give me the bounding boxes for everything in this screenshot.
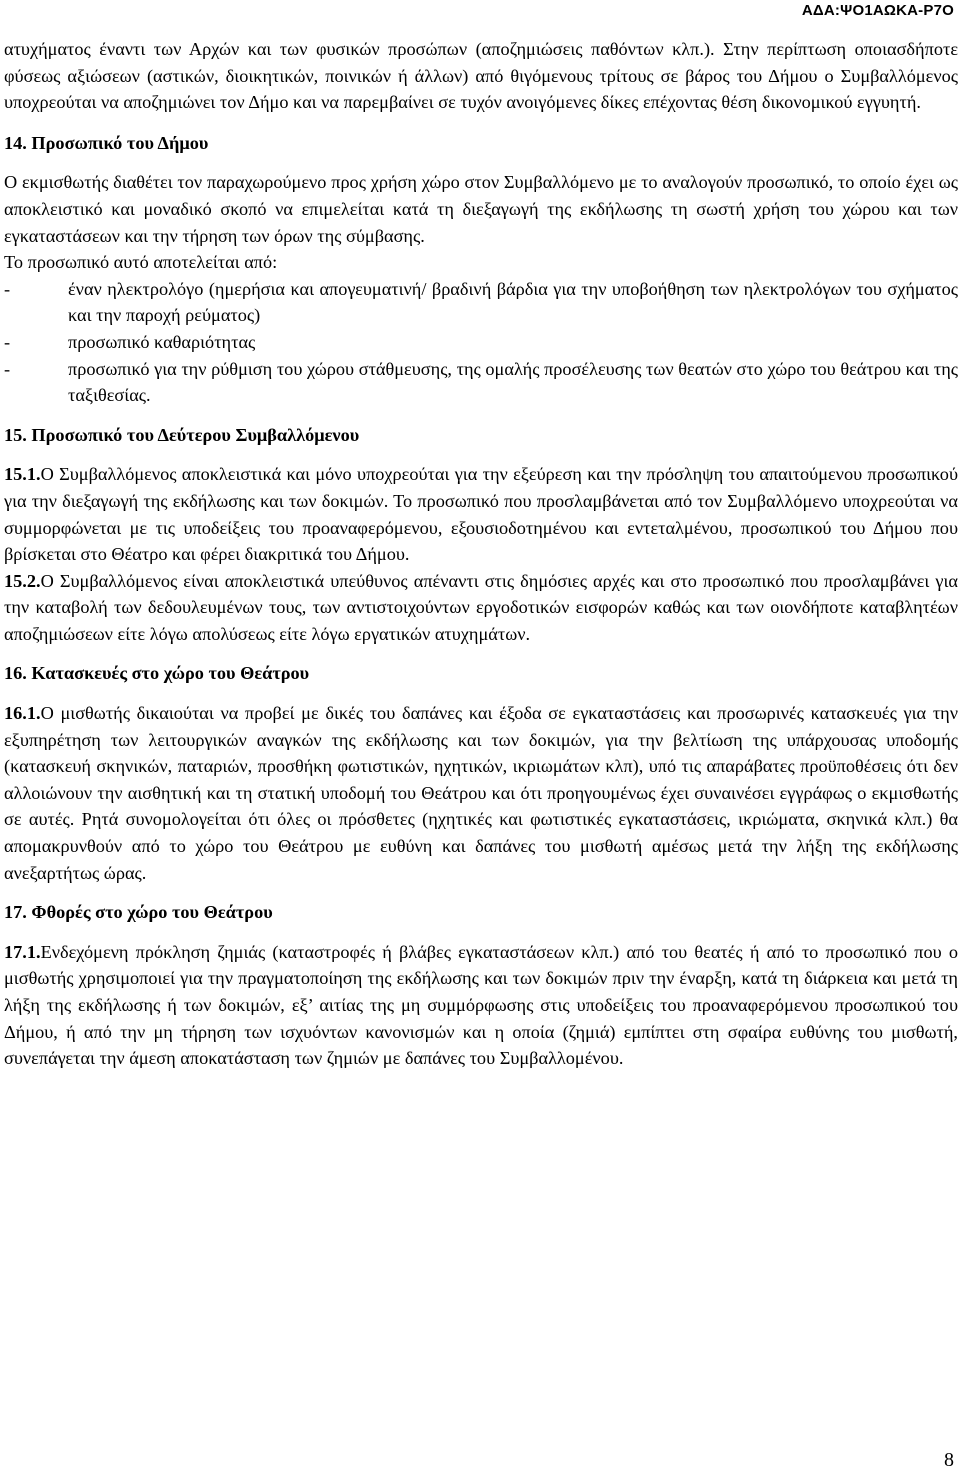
list-item bbox=[4, 329, 958, 356]
document-body bbox=[4, 36, 958, 1072]
section-17-1-number: 17.1. bbox=[4, 941, 41, 962]
section-14-paragraph-1: Ο εκμισθωτής διαθέτει τον παραχωρούμενο προς χρήση χώρο στον Συμβαλλόμενο με το αναλογούν προσωπικό, το οποίο έχει ως αποκλειστικό και μοναδικό σκοπό να επιμελείται κατά τη διεξαγωγή της εκδήλωσης τη σωστή χρήση του χώρου και των εγκαταστάσεων και την τήρηση των όρων της σύμβασης. bbox=[4, 172, 958, 246]
section-16-title: 16. Κατασκευές στο χώρο του Θεάτρου bbox=[4, 663, 310, 684]
section-14-title: 14. Προσωπικό του Δήμου bbox=[4, 132, 209, 153]
section-15-2-paragraph bbox=[4, 568, 958, 648]
list-dash: - bbox=[4, 331, 11, 352]
section-17-1-paragraph bbox=[4, 939, 958, 1072]
intro-paragraph: ατυχήματος έναντι των Αρχών και των φυσικών προσώπων (αποζημιώσεις παθόντων κλπ.). Στην περίπτωση οποιασδήποτε φύσεως αξιώσεων (αστικών, διοικητικών, ποινικών ή άλλων) από θιγόμενους τρίτους σε βάρος του Δήμου ο Συμβαλλόμενος υποχρεούται να αποζημιώνει τον Δήμο και να παρεμβαίνει σε τυχόν ανοιγόμενες δίκες επέχοντας θέση δικονομικού εγγυητή. bbox=[4, 39, 958, 113]
section-15-1-number: 15.1. bbox=[4, 464, 41, 485]
ada-code: ΑΔΑ:ΨΟ1ΑΩΚΑ-Ρ7Ο bbox=[801, 2, 954, 19]
list-item bbox=[4, 276, 958, 329]
section-15-1-text: Ο Συμβαλλόμενος αποκλειστικά και μόνο υποχρεούται για την εξεύρεση και την πρόσληψη του απαιτούμενου προσωπικού για την διεξαγωγή της εκδήλωσης και των δοκιμών. Το προσωπικό που προσλαμβάνεται από τον Συμβαλλόμενο υποχρεούται να συμμορφώνεται με τις υποδείξεις του προαναφερόμενου, εξουσιοδοτημένου και εντεταλμένου, προσωπικού του Δήμου που βρίσκεται στο Θέατρο και φέρει διακριτικά του Δήμου. bbox=[4, 464, 958, 565]
list-item-text: έναν ηλεκτρολόγο (ημερήσια και απογευματινή/ βραδινή βάρδια για την υποβοήθηση των ηλεκτρολόγων του σχήματος και την παροχή ρεύματος) bbox=[68, 278, 958, 326]
staff-list bbox=[4, 276, 958, 409]
section-14-paragraph-2: Το προσωπικό αυτό αποτελείται από: bbox=[4, 252, 278, 273]
section-15-2-number: 15.2. bbox=[4, 570, 41, 591]
section-17-1-text: Ενδεχόμενη πρόκληση ζημιάς (καταστροφές ή βλάβες εγκαταστάσεων κλπ.) από του θεατές ή από το προσωπικό που ο μισθωτής χρησιμοποιεί για την πραγματοποίηση της εκδήλωσης και των δοκιμών πριν την έναρξη, κατά τη διάρκεια και μετά τη λήξη της εκδήλωσης ή των δοκιμών, εξ’ αιτίας της μη συμμόρφωσης στις υποδείξεις του προαναφερόμενου προσωπικού του Δήμου, ή από την μη τήρηση των ισχυόντων κανονισμών και η οποία (ζημιά) εμπίπτει στη σφαίρα ευθύνης του μισθωτή, συνεπάγεται την άμεση αποκατάσταση των ζημιών με δαπάνες του Συμβαλλομένου. bbox=[4, 941, 958, 1069]
list-dash: - bbox=[4, 278, 11, 299]
section-17-title: 17. Φθορές στο χώρο του Θεάτρου bbox=[4, 902, 273, 923]
list-dash: - bbox=[4, 358, 11, 379]
section-15-1-paragraph bbox=[4, 461, 958, 567]
list-item bbox=[4, 356, 958, 409]
list-item-text: προσωπικό καθαριότητας bbox=[68, 331, 256, 352]
section-16-1-number: 16.1. bbox=[4, 703, 41, 724]
section-15-title: 15. Προσωπικό του Δεύτερου Συμβαλλόμενου bbox=[4, 424, 360, 445]
section-16-1-text: Ο μισθωτής δικαιούται να προβεί με δικές του δαπάνες και έξοδα σε εγκαταστάσεις και προσωρινές κατασκευές για την εξυπηρέτηση των λειτουργικών αναγκών της εκδήλωσης και των δοκιμών, για την βελτίωση της υπάρχουσας υποδομής (κατασκευή σκηνικών, παταριών, προσθήκη φωτιστικών, ηχητικών, ικριωμάτων κλπ), υπό τις απαράβατες προϋποθέσεις ότι δεν αλλοιώνουν την αισθητική και τη στατική υποδομή του Θεάτρου και ότι προηγουμένως έχει συναινέσει εγγράφως ο εκμισθωτής σε αυτές. Ρητά συνομολογείται ότι όλες οι πρόσθετες (ηχητικές και φωτιστικές εγκαταστάσεις, ικριώματα, σκηνικά κλπ.) θα απομακρυνθούν από το χώρο του Θεάτρου με ευθύνη και δαπάνες του μισθωτή αμέσως μετά την λήξη της εκδήλωσης ανεξαρτήτως ώρας. bbox=[4, 703, 958, 883]
section-16-1-paragraph bbox=[4, 700, 958, 886]
page-number: 8 bbox=[944, 1449, 954, 1471]
section-15-2-text: Ο Συμβαλλόμενος είναι αποκλειστικά υπεύθυνος απέναντι στις δημόσιες αρχές και στο προσωπικό που προσλαμβάνει για την καταβολή των δεδουλευμένων τους, των αντιστοιχούντων εργοδοτικών εισφορών καθώς και των οιονδήποτε καταβλητέων αποζημιώσεων είτε λόγω απολύσεως είτε λόγω εργατικών ατυχημάτων. bbox=[4, 570, 958, 644]
list-item-text: προσωπικό για την ρύθμιση του χώρου στάθμευσης, της ομαλής προσέλευσης των θεατών στο χώρο του θεάτρου και της ταξιθεσίας. bbox=[68, 358, 958, 406]
